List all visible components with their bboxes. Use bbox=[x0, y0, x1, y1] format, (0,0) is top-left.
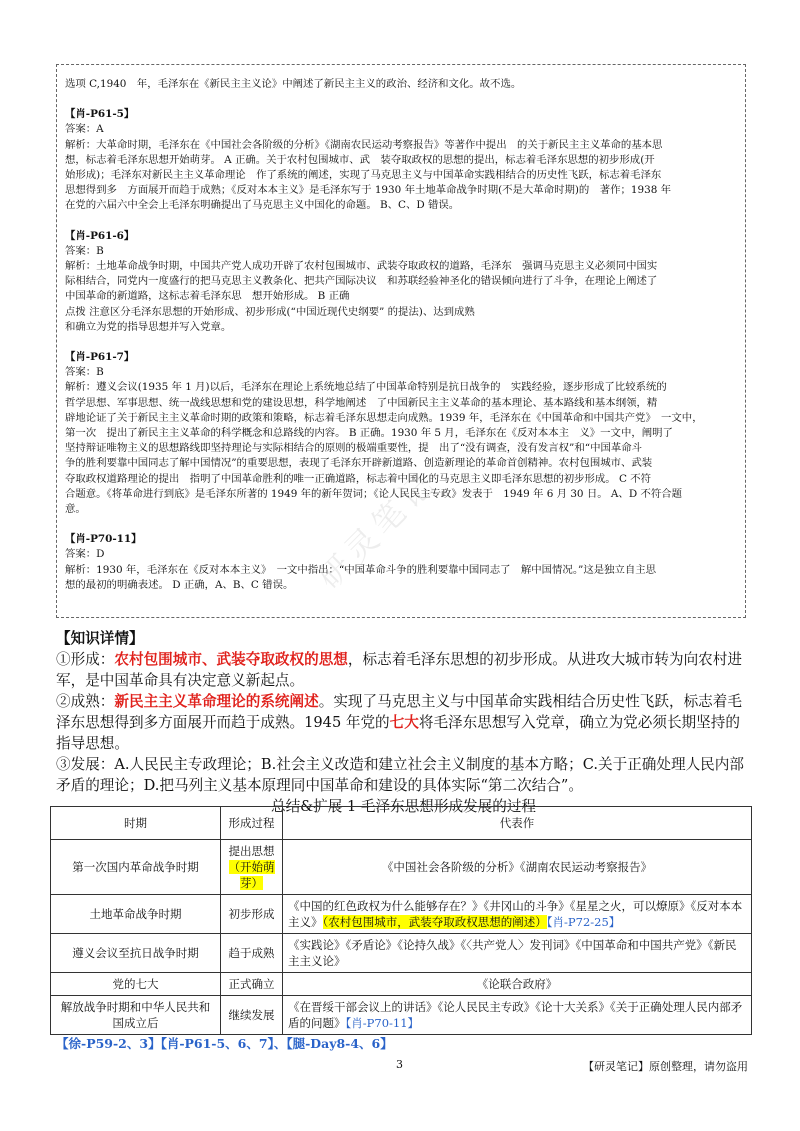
period-cell: 遵义会议至抗日战争时期 bbox=[51, 934, 221, 973]
column-header: 代表作 bbox=[283, 807, 752, 840]
explanation-line: 想，标志着毛泽东思想开始萌芽。 A 正确。关于农村包围城市、武 装夺取政权的思想的提出，标志着毛泽东思想的初步形成(开 bbox=[65, 153, 655, 166]
process-cell: 正式确立 bbox=[221, 973, 283, 996]
column-header: 形成过程 bbox=[221, 807, 283, 840]
table-row bbox=[51, 840, 752, 895]
period-cell: 第一次国内革命战争时期 bbox=[51, 840, 221, 895]
explanation-line: 解析：1930 年，毛泽东在《反对本本主义》 一文中指出：“中国革命斗争的胜利要靠中国同志了 解中国情况。”这是独立自主思 bbox=[65, 563, 657, 576]
footer-references: 【徐-P59-2、3】【肖-P61-5、6、7】、【腿-Day8-4、6】 bbox=[56, 1036, 393, 1051]
explanation-line: 解析：遵义会议(1935 年 1 月)以后，毛泽东在理论上系统地总结了中国革命特别是抗日战争的 实践经验，逐步形成了比较系统的 bbox=[65, 381, 667, 394]
explanation-line: 意。 bbox=[65, 503, 86, 516]
process-cell: 趋于成熟 bbox=[221, 934, 283, 973]
table-row bbox=[51, 973, 752, 996]
answer-block bbox=[65, 532, 739, 593]
works-cell: 《中国社会各阶级的分析》《湖南农民运动考察报告》 bbox=[283, 840, 752, 895]
question-header: 【肖-P61-6】 bbox=[65, 229, 135, 242]
answer-line: 答案：D bbox=[65, 548, 105, 561]
process-cell: 继续发展 bbox=[221, 996, 283, 1035]
highlighted-text: （农村包围城市，武装夺取政权思想的阐述） bbox=[322, 915, 547, 929]
explanation-line: 夺取政权道路理论的提出 指明了中国革命胜利的唯一正确道路，标志着中国化的马克思主义即毛泽东思想的初步形成。 C 不符 bbox=[65, 472, 652, 485]
explanation-line: 坚持辩证唯物主义的思想路线即坚持理论与实际相结合的原则的极端重要性，提 出了“没有调查，没有发言权”和“中国革命斗 bbox=[65, 442, 643, 455]
knowledge-point-maturity: ②成熟：新民主主义革命理论的系统阐述。实现了马克思主义与中国革命实践相结合历史性飞跃，标志着毛泽东思想得到多方面展开而趋于成熟。1945 年党的七大将毛泽东思想写入党章，确立为党必须长期坚持的指导思想。 bbox=[56, 693, 742, 752]
answer-block bbox=[65, 107, 739, 213]
explanation-line: 和确立为党的指导思想并写入党章。 bbox=[65, 320, 232, 333]
table-header-row bbox=[51, 807, 752, 840]
period-cell: 党的七大 bbox=[51, 973, 221, 996]
answer-line: 答案：B bbox=[65, 366, 104, 379]
table-title: 总结&扩展 1 毛泽东思想形成发展的过程 bbox=[270, 798, 537, 815]
reference-tag: 【肖-P70-11】 bbox=[345, 1016, 420, 1030]
explanation-line: 第一次 提出了新民主主义革命的科学概念和总路线的内容。 B 正确。1930 年 5 月，毛泽东在《反对本本主 义》一文中，阐明了 bbox=[65, 427, 673, 440]
explanation-line: 解析：大革命时期，毛泽东在《中国社会各阶级的分析》《湖南农民运动考察报告》等著作中提出 的关于新民主主义革命的基本思 bbox=[65, 138, 663, 151]
explanation-line: 想的最初的明确表述。 D 正确，A、B、C 错误。 bbox=[65, 578, 294, 591]
explanation-line: 在党的六届六中全会上毛泽东明确提出了马克思主义中国化的命题。 B、C、D 错误。 bbox=[65, 199, 460, 212]
column-header: 时期 bbox=[51, 807, 221, 840]
table-row bbox=[51, 895, 752, 934]
process-cell: 初步形成 bbox=[221, 895, 283, 934]
period-cell: 土地革命战争时期 bbox=[51, 895, 221, 934]
answer-block bbox=[65, 229, 739, 335]
explanation-line: 始形成)；毛泽东对新民主主义革命理论 作了系统的阐述，实现了马克思主义与中国革命实践相结合的历史性飞跃，标志着毛泽东 bbox=[65, 169, 662, 182]
explanation-line: 思想得到多 方面展开而趋于成熟；《反对本本主义》是毛泽东写于 1930 年土地革命战争时期(不是大革命时期)的 著作；1938 年 bbox=[65, 184, 672, 197]
period-cell: 解放战争时期和中华人民共和国成立后 bbox=[51, 996, 221, 1035]
answer-line: 答案：A bbox=[65, 123, 104, 136]
copyright-note: 【研灵笔记】原创整理，请勿盗用 bbox=[583, 1060, 748, 1073]
page-number: 3 bbox=[396, 1058, 403, 1071]
explanation-line: 合题意。《将革命进行到底》是毛泽东所著的 1949 年的新年贺词；《论人民民主专政》发表于 1949 年 6 月 30 日。 A、D 不符合题 bbox=[65, 487, 683, 500]
answer-line: 答案：B bbox=[65, 244, 104, 257]
works-cell: 《中国的红色政权为什么能够存在？》《井冈山的斗争》《星星之火，可以燎原》《反对本本主义》（农村包围城市，武装夺取政权思想的阐述）【肖-P72-25】 bbox=[283, 895, 752, 934]
explanation-line: 辟地论证了关于新民主主义革命时期的政策和策略，标志着毛泽东思想走向成熟。1939 年，毛泽东在《中国革命和中国共产党》 一文中， bbox=[65, 411, 703, 424]
knowledge-section bbox=[56, 628, 751, 817]
highlighted-text: （开始萌芽） bbox=[228, 860, 275, 890]
explanation-line: 争的胜利要靠中国同志了解中国情况”的重要思想，表现了毛泽东开辟新道路、创造新理论的革命首创精神。农村包围城市、武装 bbox=[65, 457, 653, 470]
works-cell: 《实践论》《矛盾论》《论持久战》《〈共产党人〉发刊词》《中国革命和中国共产党》《新民主主义论》 bbox=[283, 934, 752, 973]
reference-tag: 【肖-P72-25】 bbox=[546, 915, 621, 929]
process-cell: 提出思想 （开始萌芽） bbox=[221, 840, 283, 895]
table-row bbox=[51, 996, 752, 1035]
question-header: 【肖-P61-7】 bbox=[65, 351, 135, 364]
knowledge-point-development: ③发展：A.人民民主专政理论；B.社会主义改造和建立社会主义制度的基本方略；C.关于正确处理人民内部矛盾的理论；D.把马列主义基本原理同中国革命和建设的具体实际“第二次结合”。 bbox=[56, 756, 744, 794]
explanation-line: 际相结合，同党内一度盛行的把马克思主义教条化、把共产国际决议 和苏联经验神圣化的错误倾向进行了斗争，在理论上阐述了 bbox=[65, 275, 658, 288]
watermark: 研灵笔记 bbox=[310, 462, 445, 597]
table-row bbox=[51, 934, 752, 973]
highlight-red-text: 农村包围城市、武装夺取政权的思想 bbox=[114, 651, 348, 668]
highlight-red-text: 七大 bbox=[389, 714, 419, 731]
works-cell: 《论联合政府》 bbox=[283, 973, 752, 996]
works-cell: 《在晋绥干部会议上的讲话》《论人民民主专政》《论十大关系》《关于正确处理人民内部矛盾的问题》【肖-P70-11】 bbox=[283, 996, 752, 1035]
explanation-line: 中国革命的新道路，这标志着毛泽东思 想开始形成。 B 正确 bbox=[65, 290, 350, 303]
intro-line: 选项 C,1940 年，毛泽东在《新民主主义论》中阐述了新民主主义的政治、经济和文化。故不选。 bbox=[65, 78, 522, 90]
explanation-line: 解析：土地革命战争时期，中国共产党人成功开辟了农村包围城市、武装夺取政权的道路，毛泽东 强调马克思主义必须同中国实 bbox=[65, 260, 658, 273]
question-header: 【肖-P61-5】 bbox=[65, 108, 135, 121]
development-table bbox=[50, 806, 752, 1035]
knowledge-point-formation: ①形成：农村包围城市、武装夺取政权的思想，标志着毛泽东思想的初步形成。从进攻大城市转为向农村进军，是中国革命具有决定意义新起点。 bbox=[56, 651, 742, 689]
explanation-line: 哲学思想、军事思想、统一战线思想和党的建设思想，科学地阐述 了中国新民主主义革命的基本理论、基本路线和基本纲领，精 bbox=[65, 396, 658, 409]
explanation-line: 点拨 注意区分毛泽东思想的开始形成、初步形成(“中国近现代史纲要” 的提法)、达到成熟 bbox=[65, 305, 475, 318]
question-header: 【肖-P70-11】 bbox=[65, 533, 142, 546]
knowledge-title: 【知识详情】 bbox=[56, 630, 144, 647]
highlight-red-text: 新民主主义革命理论的系统阐述 bbox=[114, 693, 319, 710]
